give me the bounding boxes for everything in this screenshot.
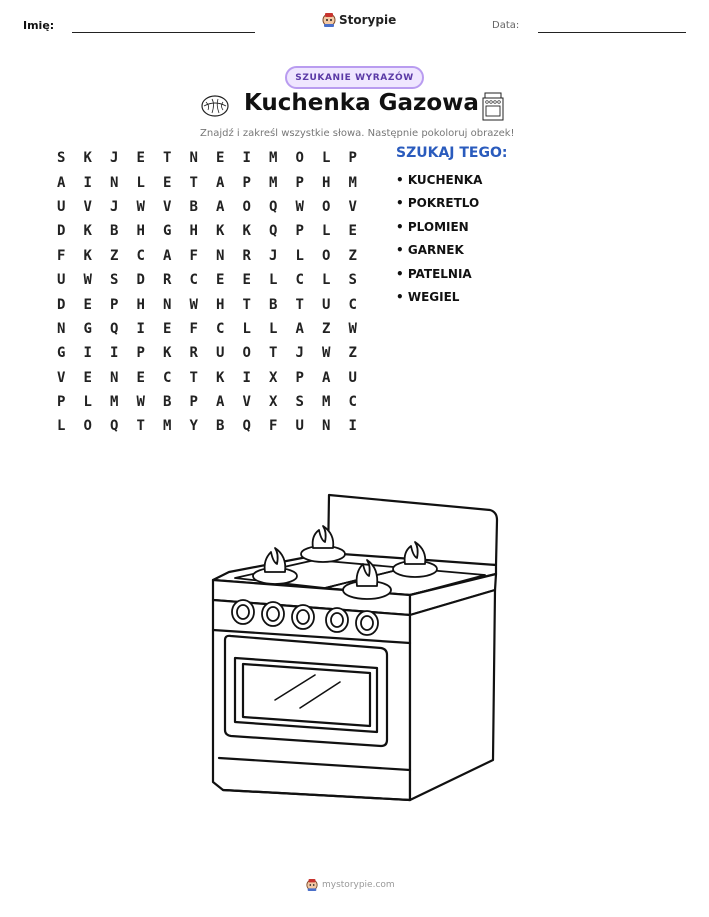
grid-cell[interactable]: K [83,150,92,167]
grid-cell[interactable]: A [57,174,66,191]
grid-cell[interactable]: Q [242,418,251,435]
grid-cell[interactable]: H [322,174,331,191]
grid-cell[interactable]: W [136,198,145,215]
grid-cell[interactable]: V [348,198,357,215]
grid-cell[interactable]: L [295,247,304,264]
grid-cell[interactable]: Q [110,320,119,337]
grid-cell[interactable]: R [242,247,251,264]
grid-cell[interactable]: N [216,247,225,264]
grid-cell[interactable]: A [216,174,225,191]
grid-cell[interactable]: Z [322,320,331,337]
grid-cell[interactable]: B [216,418,225,435]
grid-cell[interactable]: C [136,247,145,264]
grid-cell[interactable]: N [57,320,66,337]
grid-cell[interactable]: E [83,296,92,313]
grid-cell[interactable]: J [110,150,119,167]
grid-cell[interactable]: G [83,320,92,337]
grid-cell[interactable]: L [57,418,66,435]
word-item: • POKRETLO [396,196,480,211]
grid-cell[interactable]: I [136,320,145,337]
date-line[interactable] [538,32,686,33]
grid-cell[interactable]: P [295,223,304,240]
grid-cell[interactable]: N [189,150,198,167]
grid-cell[interactable]: D [57,296,66,313]
grid-cell[interactable]: G [57,345,66,362]
grid-cell[interactable]: N [110,174,119,191]
grid-cell[interactable]: W [322,345,331,362]
grid-cell[interactable]: H [216,296,225,313]
grid-cell[interactable]: E [136,369,145,386]
grid-cell[interactable]: K [83,223,92,240]
grid-cell[interactable]: E [83,369,92,386]
date-label: Data: [492,20,520,31]
page-title: Kuchenka Gazowa [244,90,479,116]
grid-cell[interactable]: E [136,150,145,167]
grid-cell[interactable]: O [295,150,304,167]
grid-cell[interactable]: M [269,174,278,191]
grid-cell[interactable]: J [269,247,278,264]
grid-cell[interactable]: D [136,272,145,289]
name-line[interactable] [72,32,255,33]
grid-cell[interactable]: V [83,198,92,215]
name-label: Imię: [23,19,55,32]
grid-cell[interactable]: C [295,272,304,289]
grid-cell[interactable]: A [163,247,172,264]
grid-cell[interactable]: O [322,247,331,264]
grid-cell[interactable]: X [269,394,278,411]
grid-cell[interactable]: B [269,296,278,313]
grid-cell[interactable]: O [322,198,331,215]
grid-cell[interactable]: N [163,296,172,313]
grid-cell[interactable]: U [295,418,304,435]
grid-cell[interactable]: S [110,272,119,289]
grid-cell[interactable]: O [242,198,251,215]
grid-cell[interactable]: N [322,418,331,435]
grid-cell[interactable]: C [348,394,357,411]
grid-cell[interactable]: M [163,418,172,435]
grid-cell[interactable]: L [322,150,331,167]
grid-cell[interactable]: A [295,320,304,337]
grid-cell[interactable]: T [242,296,251,313]
grid-cell[interactable]: O [242,345,251,362]
grid-cell[interactable]: Q [269,223,278,240]
grid-cell[interactable]: K [216,223,225,240]
mascot-icon [322,12,336,28]
grid-cell[interactable]: P [57,394,66,411]
grid-cell[interactable]: Y [189,418,198,435]
walnut-icon [200,94,230,118]
grid-cell[interactable]: P [242,174,251,191]
footer [306,878,395,892]
grid-cell[interactable]: T [163,150,172,167]
grid-cell[interactable]: K [216,369,225,386]
grid-cell[interactable]: C [163,369,172,386]
grid-cell[interactable]: T [189,369,198,386]
grid-cell[interactable]: L [269,272,278,289]
grid-cell[interactable]: Z [348,247,357,264]
grid-cell[interactable]: T [189,174,198,191]
grid-cell[interactable]: B [189,198,198,215]
grid-cell[interactable]: I [110,345,119,362]
grid-cell[interactable]: C [348,296,357,313]
grid-cell[interactable]: B [110,223,119,240]
grid-cell[interactable]: R [163,272,172,289]
grid-cell[interactable]: Z [348,345,357,362]
grid-cell[interactable]: E [242,272,251,289]
grid-cell[interactable]: D [57,223,66,240]
grid-cell[interactable]: T [269,345,278,362]
grid-cell[interactable]: U [57,198,66,215]
word-item: • WEGIEL [396,289,460,304]
grid-cell[interactable]: K [163,345,172,362]
grid-cell[interactable]: M [269,150,278,167]
grid-cell[interactable]: V [57,369,66,386]
grid-cell[interactable]: Z [110,247,119,264]
grid-cell[interactable]: P [189,394,198,411]
grid-cell[interactable]: B [163,394,172,411]
grid-cell[interactable]: P [348,150,357,167]
grid-cell[interactable]: J [295,345,304,362]
grid-cell[interactable]: J [110,198,119,215]
grid-cell[interactable]: K [242,223,251,240]
grid-cell[interactable]: T [295,296,304,313]
instructions: Znajdź i zakreśl wszystkie słowa. Następnie pokoloruj obrazek! [200,128,515,139]
grid-cell[interactable]: W [136,394,145,411]
grid-cell[interactable]: H [189,223,198,240]
grid-cell[interactable]: Q [269,198,278,215]
grid-cell[interactable]: W [83,272,92,289]
grid-cell[interactable]: I [348,418,357,435]
grid-cell[interactable]: E [163,174,172,191]
grid-cell[interactable]: L [136,174,145,191]
grid-cell[interactable]: Q [110,418,119,435]
grid-cell[interactable]: C [216,320,225,337]
grid-cell[interactable]: E [216,150,225,167]
grid-cell[interactable]: F [57,247,66,264]
grid-cell[interactable]: G [163,223,172,240]
word-list [396,170,482,310]
grid-cell[interactable]: V [163,198,172,215]
brand-name: Storypie [339,13,397,27]
word-item: • PLOMIEN [396,219,469,234]
grid-cell[interactable]: E [216,272,225,289]
grid-cell[interactable]: F [269,418,278,435]
grid-cell[interactable]: U [57,272,66,289]
grid-cell[interactable]: P [136,345,145,362]
grid-cell[interactable]: H [136,296,145,313]
grid-cell[interactable]: A [216,198,225,215]
word-item: • GARNEK [396,243,464,258]
grid-cell[interactable]: T [136,418,145,435]
grid-cell[interactable]: L [322,223,331,240]
stove-icon [481,92,505,122]
grid-cell[interactable]: A [322,369,331,386]
grid-cell[interactable]: I [83,174,92,191]
grid-cell[interactable]: M [322,394,331,411]
grid-cell[interactable]: I [83,345,92,362]
grid-cell[interactable]: U [322,296,331,313]
word-item: • KUCHENKA [396,173,483,187]
grid-cell[interactable]: W [295,198,304,215]
grid-cell[interactable]: U [348,369,357,386]
grid-cell[interactable]: N [110,369,119,386]
grid-cell[interactable]: K [83,247,92,264]
grid-cell[interactable]: S [57,150,66,167]
grid-cell[interactable]: P [295,174,304,191]
grid-cell[interactable]: M [110,394,119,411]
footer-url[interactable]: mystorypie.com [322,880,395,890]
mascot-icon [306,878,318,892]
grid-cell[interactable]: P [295,369,304,386]
grid-cell[interactable]: L [242,320,251,337]
grid-cell[interactable]: L [83,394,92,411]
grid-cell[interactable]: L [269,320,278,337]
grid-cell[interactable]: I [242,150,251,167]
grid-cell[interactable]: I [242,369,251,386]
grid-cell[interactable]: F [189,247,198,264]
grid-cell[interactable]: X [269,369,278,386]
grid-cell[interactable]: F [189,320,198,337]
grid-cell[interactable]: E [348,223,357,240]
grid-cell[interactable]: L [322,272,331,289]
word-search-grid[interactable] [48,146,366,439]
grid-cell[interactable]: P [110,296,119,313]
grid-cell[interactable]: W [348,320,357,337]
word-item: • PATELNIA [396,266,472,281]
grid-cell[interactable]: V [242,394,251,411]
grid-cell[interactable]: H [136,223,145,240]
grid-cell[interactable]: S [348,272,357,289]
brand [322,12,396,28]
grid-cell[interactable]: A [216,394,225,411]
category-badge: SZUKANIE WYRAZÓW [285,66,424,89]
grid-cell[interactable]: C [189,272,198,289]
wordlist-heading: SZUKAJ TEGO: [396,145,508,161]
gas-stove-illustration[interactable] [205,490,505,822]
grid-cell[interactable]: M [348,174,357,191]
grid-cell[interactable]: O [83,418,92,435]
grid-cell[interactable]: W [189,296,198,313]
grid-cell[interactable]: U [216,345,225,362]
grid-cell[interactable]: R [189,345,198,362]
grid-cell[interactable]: E [163,320,172,337]
grid-cell[interactable]: S [295,394,304,411]
